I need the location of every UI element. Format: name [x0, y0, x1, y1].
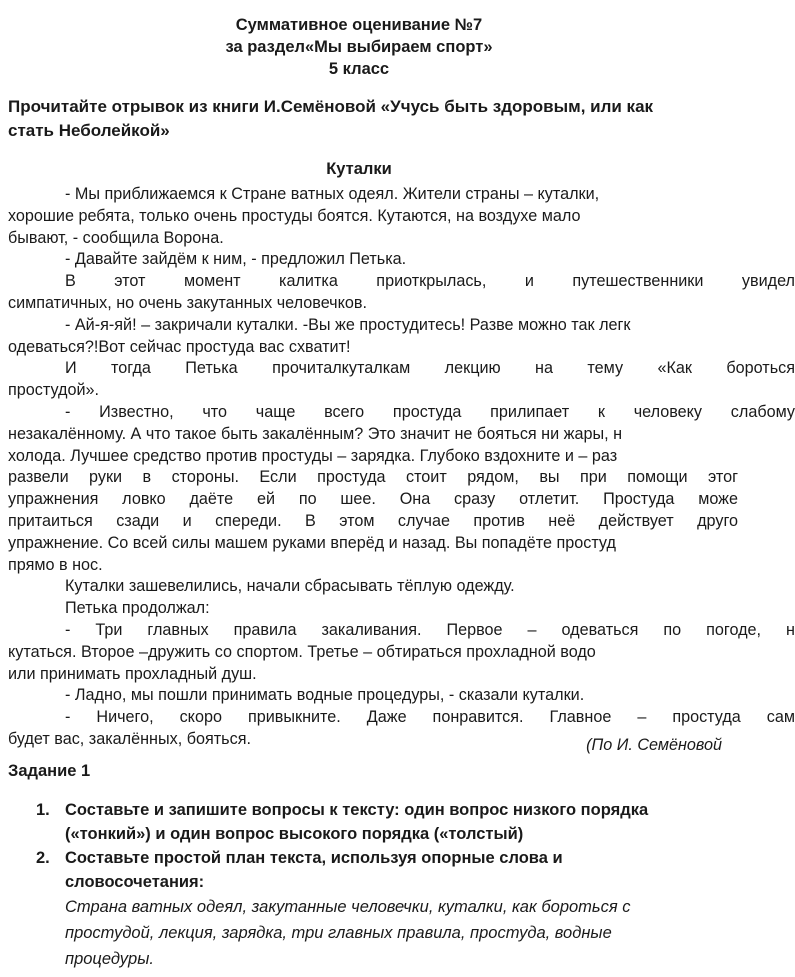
- header-section: за раздел«Мы выбираем спорт»: [225, 38, 493, 56]
- story-line: бывают, - сообщила Ворона.: [8, 228, 224, 247]
- story-line: простудой».: [8, 381, 100, 400]
- story-line: холода. Лучшее средство против простуды – зарядка. Глубоко вздохните и – раз: [8, 446, 618, 465]
- keyword-list: процедуры.: [65, 950, 154, 968]
- story-line: - Ничего, скоро привыкните. Даже понравится. Главное – простуда сам: [65, 708, 795, 727]
- story-line: - Давайте зайдём к ним, - предложил Петька.: [65, 250, 407, 269]
- keyword-list: Страна ватных одеял, закутанные человечки, куталки, как бороться с: [65, 898, 631, 916]
- instruction-line: Прочитайте отрывок из книги И.Семёновой «Учусь быть здоровым, или как: [8, 97, 654, 116]
- story-line: Куталки зашевелились, начали сбрасывать тёплую одежду.: [65, 577, 515, 596]
- story-line: одеваться?!Вот сейчас простуда вас схватит!: [8, 337, 351, 356]
- document-header: [0, 14, 718, 80]
- keyword-list: простудой, лекция, зарядка, три главных правила, простуда, водные: [65, 924, 612, 942]
- story-line: - Ай-я-яй! – закричали куталки. -Вы же простудитесь! Разве можно так легк: [65, 315, 631, 334]
- task-text: Составьте простой план текста, используя опорные слова и: [65, 849, 563, 867]
- instruction-line: стать Неболейкой»: [8, 121, 170, 140]
- story-line: хорошие ребята, только очень простуды боятся. Кутаются, на воздухе мало: [8, 206, 581, 225]
- story-line: будет вас, закалённых, бояться.: [8, 729, 251, 748]
- task-text: («тонкий») и один вопрос высокого порядка («толстый): [65, 825, 524, 843]
- reading-instruction: [8, 95, 723, 143]
- task-list: [8, 798, 768, 972]
- story-line: незакалённому. А что такое быть закалённым? Это значит не бояться ни жары, н: [8, 424, 623, 443]
- story-line: упражнение. Со всей силы машем руками вперёд и назад. Вы попадёте простуд: [8, 533, 616, 552]
- story-line: симпатичных, но очень закутанных человечков.: [8, 293, 367, 312]
- story-line: развели руки в стороны. Если простуда стоит рядом, вы при помощи этог: [8, 468, 738, 487]
- story-line: - Известно, что чаще всего простуда прилипает к человеку слабому: [65, 402, 795, 421]
- header-title: Суммативное оценивание №7: [235, 16, 483, 34]
- story-line: притаиться сзади и спереди. В этом случае против неё действует друго: [8, 511, 738, 530]
- story-text: [8, 184, 795, 751]
- story-line: Петька продолжал:: [65, 599, 210, 618]
- story-title: Куталки: [326, 160, 392, 178]
- story-line: - Ладно, мы пошли принимать водные процедуры, - сказали куталки.: [65, 686, 585, 705]
- task-title: Задание 1: [8, 762, 91, 780]
- story-source: (По И. Семёновой: [586, 736, 722, 754]
- story-line: прямо в нос.: [8, 555, 103, 574]
- task-text: Составьте и запишите вопросы к тексту: один вопрос низкого порядка: [65, 801, 649, 819]
- task-item: [8, 846, 768, 972]
- story-line: - Три главных правила закаливания. Первое – одеваться по погоде, н: [65, 620, 795, 639]
- story-line: или принимать прохладный душ.: [8, 664, 257, 683]
- task-text: словосочетания:: [65, 873, 205, 891]
- story-line: - Мы приближаемся к Стране ватных одеял. Жители страны – куталки,: [65, 185, 600, 203]
- task-number: 2.: [36, 849, 50, 867]
- header-grade: 5 класс: [328, 60, 390, 78]
- task-number: 1.: [36, 801, 50, 819]
- story-line: упражнения ловко даёте ей по шее. Она сразу отлетит. Простуда може: [8, 490, 738, 509]
- story-line: В этот момент калитка приоткрылась, и путешественники увидел: [65, 272, 795, 291]
- task-item: [8, 798, 768, 846]
- story-line: кутаться. Второе –дружить со спортом. Третье – обтираться прохладной водо: [8, 642, 596, 661]
- story-line: И тогда Петька прочиталкуталкам лекцию на тему «Как бороться: [65, 359, 795, 378]
